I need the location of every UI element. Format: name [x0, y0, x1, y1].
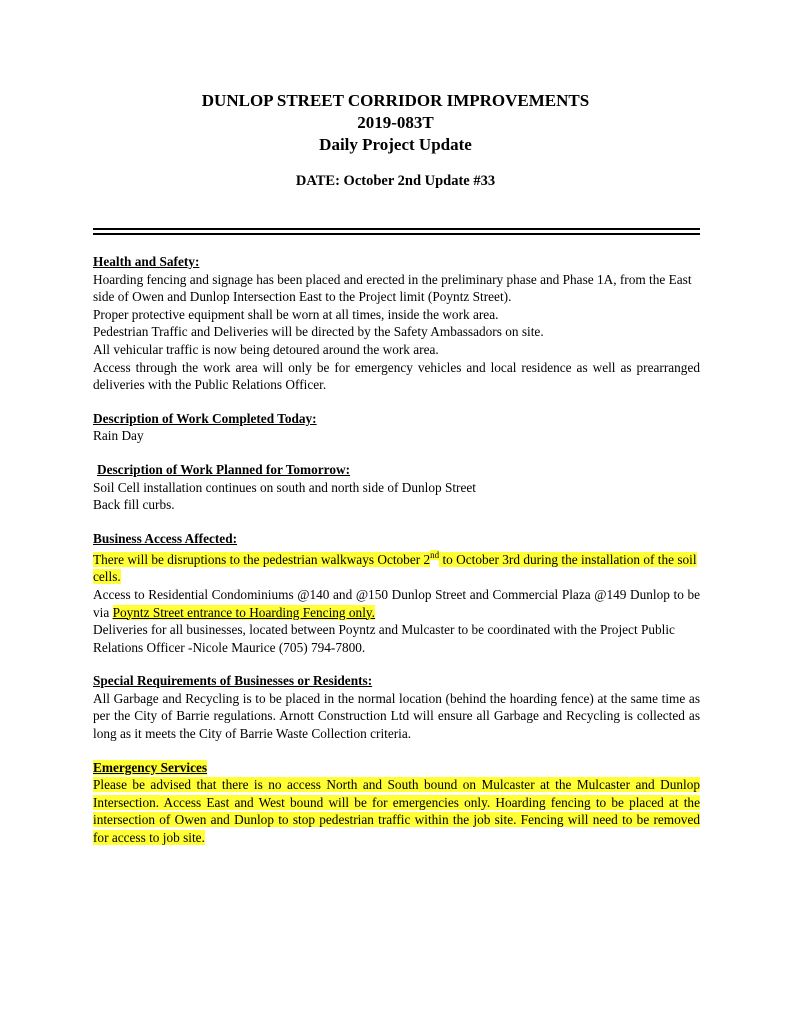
work-completed-section [93, 410, 700, 445]
document-title: DUNLOP STREET CORRIDOR IMPROVEMENTS [201, 91, 590, 110]
emergency-heading: Emergency Services [93, 759, 208, 775]
health-safety-section [93, 253, 700, 394]
special-requirements-heading: Special Requirements of Businesses or Residents: [93, 673, 373, 689]
document-body [93, 253, 700, 863]
disruption-text-part1: There will be disruptions to the pedestrian walkways October 2 [93, 551, 431, 567]
business-access-heading: Business Access Affected: [93, 530, 238, 546]
work-planned-line: Soil Cell installation continues on south and north side of Dunlop Street [93, 479, 476, 495]
access-notice [93, 586, 700, 621]
deliveries-notice: Deliveries for all businesses, located between Poyntz and Mulcaster to be coordinated with the Project Public Relations Officer -Nicole Maurice (705) 794-7800. [93, 622, 675, 655]
disruption-text-part2: to October 3rd during the installation of the soil cells. [93, 551, 697, 585]
emergency-heading-wrap [93, 759, 700, 777]
work-planned-section [93, 461, 700, 514]
disruption-notice [93, 547, 700, 586]
disruption-superscript: nd [430, 550, 440, 561]
health-safety-line: Proper protective equipment shall be worn at all times, inside the work area. [93, 306, 499, 322]
header-divider-top [93, 228, 700, 230]
emergency-text: Please be advised that there is no access North and South bound on Mulcaster at the Mulcaster and Dunlop Intersection. Access East and West bound will be for emergencies only. Hoarding fencing to be placed at the intersection of Owen and Dunlop to stop pedestrian traffic within the job site. Fencing will need to be removed for access to job site. [93, 777, 700, 846]
work-planned-line: Back fill curbs. [93, 497, 175, 513]
health-safety-line: Pedestrian Traffic and Deliveries will be directed by the Safety Ambassadors on site. [93, 324, 544, 340]
document-subtitle: Daily Project Update [319, 135, 472, 154]
emergency-section [93, 759, 700, 847]
emergency-text-wrap [93, 776, 700, 846]
health-safety-line: Access through the work area will only be for emergency vehicles and local residence as well as prearranged deliveries with the Public Relations Officer. [93, 359, 700, 393]
health-safety-line: All vehicular traffic is now being detoured around the work area. [93, 341, 439, 357]
health-safety-heading: Health and Safety: [93, 254, 200, 269]
work-completed-heading: Description of Work Completed Today: [93, 410, 317, 426]
work-completed-line: Rain Day [93, 428, 144, 444]
project-number: 2019-083T [357, 113, 434, 132]
access-prefix: Access to Residential Condominiums @140 and @150 Dunlop Street and Commercial Plaza @149 Dunlop to be via [93, 586, 700, 620]
access-entrance-note: Poyntz Street entrance to Hoarding Fencing only. [112, 604, 376, 620]
date-line: DATE: October 2nd Update #33 [295, 173, 496, 189]
header-divider-bottom [93, 233, 700, 235]
special-requirements-section [93, 672, 700, 742]
special-requirements-text: All Garbage and Recycling is to be placed in the normal location (behind the hoarding fence) at the same time as per the City of Barrie regulations. Arnott Construction Ltd will ensure all Garbage and Recycling is collected as long as it meets the City of Barrie Waste Collection criteria. [93, 690, 700, 742]
health-safety-line: Hoarding fencing and signage has been placed and erected in the preliminary phase and Phase 1A, from the East side of Owen and Dunlop Intersection East to the Project limit (Poyntz Street). [93, 271, 692, 305]
document-header [0, 90, 791, 190]
business-access-section [93, 530, 700, 657]
work-planned-heading: Description of Work Planned for Tomorrow: [97, 461, 351, 477]
